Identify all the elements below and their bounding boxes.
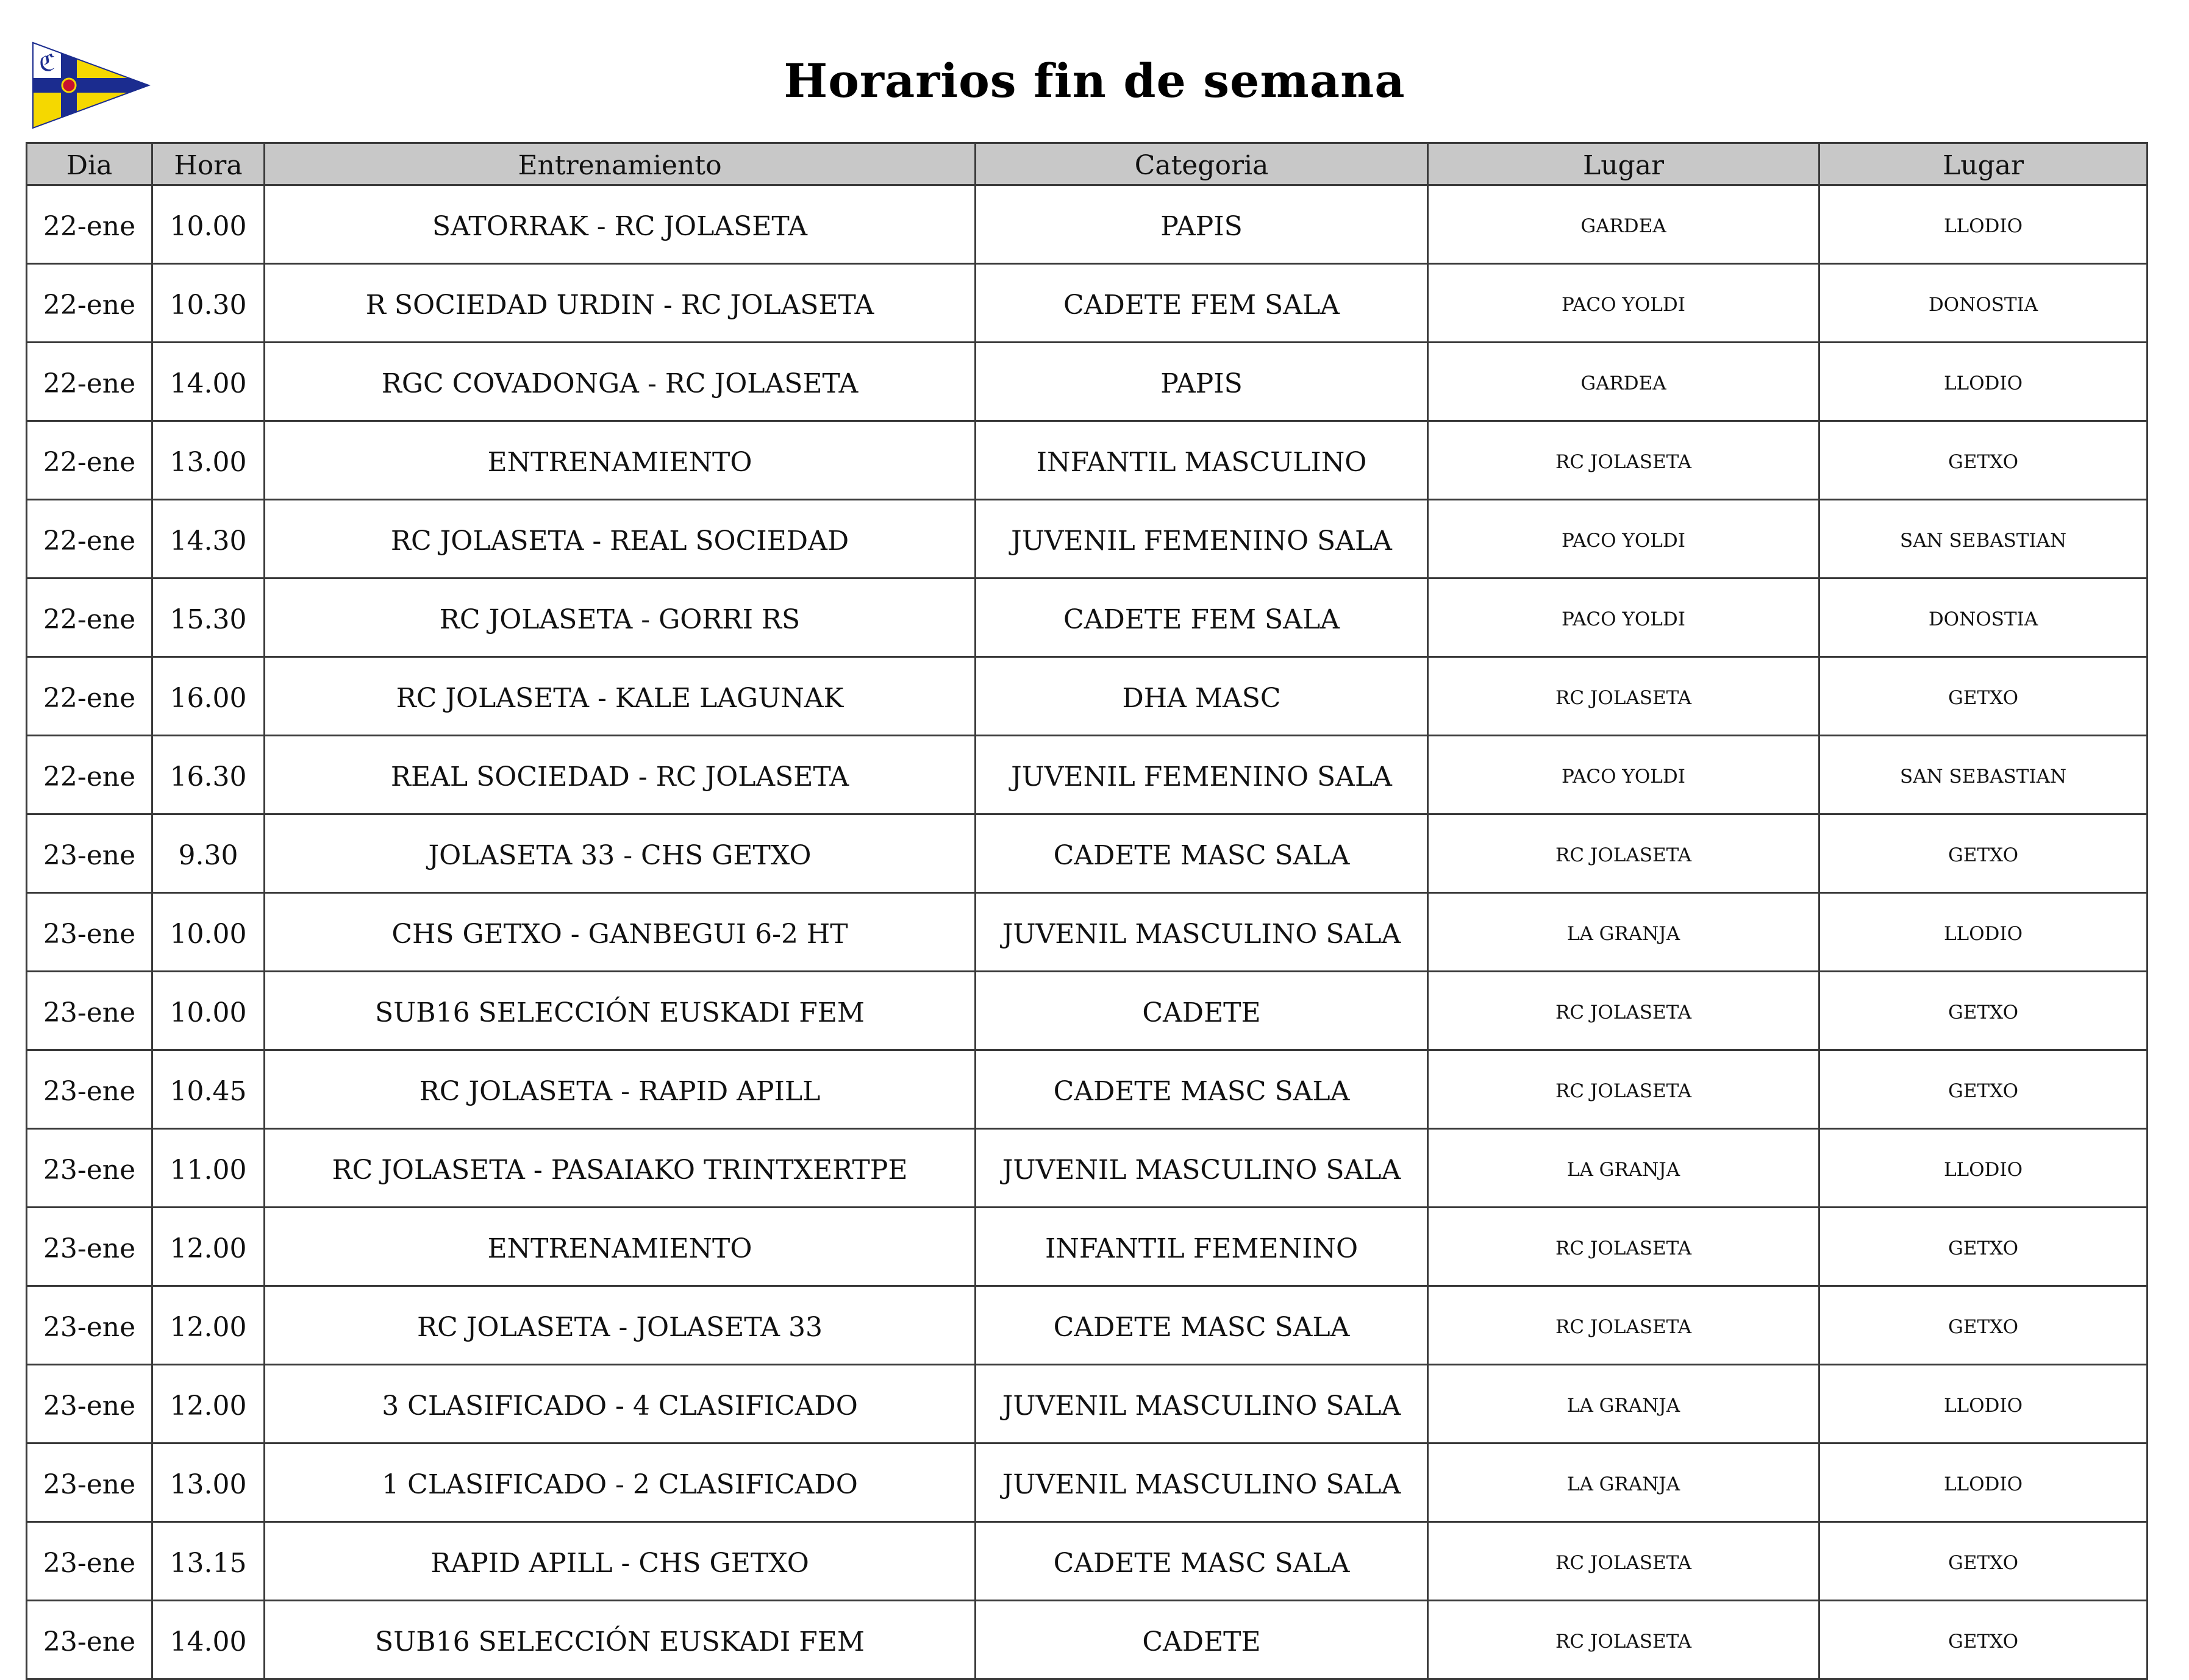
cell-lugar-city: GETXO bbox=[1819, 657, 2148, 736]
table-row bbox=[27, 1208, 2148, 1286]
cell-lugar-city: LLODIO bbox=[1819, 1129, 2148, 1208]
cell-entrenamiento: SUB16 SELECCIÓN EUSKADI FEM bbox=[265, 972, 976, 1050]
cell-dia: 22-ene bbox=[27, 657, 152, 736]
cell-lugar-city: DONOSTIA bbox=[1819, 264, 2148, 343]
cell-categoria: JUVENIL MASCULINO SALA bbox=[976, 1129, 1428, 1208]
table-row bbox=[27, 578, 2148, 657]
cell-dia: 23-ene bbox=[27, 1208, 152, 1286]
cell-categoria: INFANTIL MASCULINO bbox=[976, 421, 1428, 500]
cell-hora: 13.00 bbox=[152, 1443, 265, 1522]
cell-entrenamiento: JOLASETA 33 - CHS GETXO bbox=[265, 814, 976, 893]
cell-categoria: PAPIS bbox=[976, 343, 1428, 421]
table-row bbox=[27, 185, 2148, 264]
cell-entrenamiento: RC JOLASETA - JOLASETA 33 bbox=[265, 1286, 976, 1365]
table-row bbox=[27, 264, 2148, 343]
cell-dia: 22-ene bbox=[27, 736, 152, 814]
cell-lugar-city: SAN SEBASTIAN bbox=[1819, 736, 2148, 814]
cell-categoria: JUVENIL MASCULINO SALA bbox=[976, 1443, 1428, 1522]
cell-lugar: RC JOLASETA bbox=[1428, 1208, 1819, 1286]
cell-lugar: LA GRANJA bbox=[1428, 893, 1819, 972]
cell-hora: 16.30 bbox=[152, 736, 265, 814]
cell-entrenamiento: ENTRENAMIENTO bbox=[265, 1208, 976, 1286]
cell-hora: 10.00 bbox=[152, 185, 265, 264]
cell-dia: 23-ene bbox=[27, 1443, 152, 1522]
cell-entrenamiento: RC JOLASETA - RAPID APILL bbox=[265, 1050, 976, 1129]
table-row bbox=[27, 421, 2148, 500]
table-row bbox=[27, 1601, 2148, 1679]
cell-dia: 22-ene bbox=[27, 343, 152, 421]
cell-lugar: GARDEA bbox=[1428, 185, 1819, 264]
cell-lugar-city: GETXO bbox=[1819, 1050, 2148, 1129]
cell-lugar-city: GETXO bbox=[1819, 1522, 2148, 1601]
cell-hora: 11.00 bbox=[152, 1129, 265, 1208]
cell-entrenamiento: RC JOLASETA - PASAIAKO TRINTXERTPE bbox=[265, 1129, 976, 1208]
cell-lugar-city: LLODIO bbox=[1819, 185, 2148, 264]
table-row bbox=[27, 893, 2148, 972]
table-row bbox=[27, 343, 2148, 421]
cell-categoria: CADETE bbox=[976, 1601, 1428, 1679]
cell-entrenamiento: RAPID APILL - CHS GETXO bbox=[265, 1522, 976, 1601]
cell-categoria: CADETE MASC SALA bbox=[976, 1050, 1428, 1129]
cell-lugar: PACO YOLDI bbox=[1428, 578, 1819, 657]
cell-lugar: GARDEA bbox=[1428, 343, 1819, 421]
cell-lugar: PACO YOLDI bbox=[1428, 736, 1819, 814]
table-row bbox=[27, 1129, 2148, 1208]
cell-categoria: INFANTIL FEMENINO bbox=[976, 1208, 1428, 1286]
cell-entrenamiento: R SOCIEDAD URDIN - RC JOLASETA bbox=[265, 264, 976, 343]
schedule-table bbox=[26, 142, 2148, 1680]
cell-lugar: RC JOLASETA bbox=[1428, 1522, 1819, 1601]
cell-categoria: CADETE MASC SALA bbox=[976, 814, 1428, 893]
cell-lugar: RC JOLASETA bbox=[1428, 1286, 1819, 1365]
cell-lugar-city: GETXO bbox=[1819, 972, 2148, 1050]
cell-lugar-city: SAN SEBASTIAN bbox=[1819, 500, 2148, 578]
cell-categoria: CADETE bbox=[976, 972, 1428, 1050]
cell-entrenamiento: ENTRENAMIENTO bbox=[265, 421, 976, 500]
table-row bbox=[27, 814, 2148, 893]
cell-categoria: CADETE MASC SALA bbox=[976, 1286, 1428, 1365]
cell-hora: 12.00 bbox=[152, 1365, 265, 1443]
table-row bbox=[27, 1443, 2148, 1522]
cell-lugar: RC JOLASETA bbox=[1428, 1601, 1819, 1679]
table-row bbox=[27, 736, 2148, 814]
table-header-row bbox=[27, 143, 2148, 185]
cell-hora: 12.00 bbox=[152, 1286, 265, 1365]
cell-hora: 12.00 bbox=[152, 1208, 265, 1286]
cell-entrenamiento: RC JOLASETA - GORRI RS bbox=[265, 578, 976, 657]
cell-dia: 23-ene bbox=[27, 1365, 152, 1443]
cell-categoria: DHA MASC bbox=[976, 657, 1428, 736]
cell-lugar-city: DONOSTIA bbox=[1819, 578, 2148, 657]
table-row bbox=[27, 972, 2148, 1050]
cell-lugar-city: LLODIO bbox=[1819, 343, 2148, 421]
cell-lugar: PACO YOLDI bbox=[1428, 264, 1819, 343]
cell-categoria: PAPIS bbox=[976, 185, 1428, 264]
column-header-dia: Dia bbox=[27, 143, 152, 185]
cell-entrenamiento: SATORRAK - RC JOLASETA bbox=[265, 185, 976, 264]
cell-dia: 22-ene bbox=[27, 578, 152, 657]
cell-lugar: PACO YOLDI bbox=[1428, 500, 1819, 578]
cell-dia: 22-ene bbox=[27, 264, 152, 343]
cell-lugar-city: GETXO bbox=[1819, 1286, 2148, 1365]
cell-hora: 14.00 bbox=[152, 1601, 265, 1679]
cell-dia: 23-ene bbox=[27, 1129, 152, 1208]
cell-categoria: JUVENIL MASCULINO SALA bbox=[976, 893, 1428, 972]
cell-entrenamiento: 1 CLASIFICADO - 2 CLASIFICADO bbox=[265, 1443, 976, 1522]
cell-hora: 10.00 bbox=[152, 893, 265, 972]
cell-lugar-city: GETXO bbox=[1819, 814, 2148, 893]
cell-lugar-city: GETXO bbox=[1819, 421, 2148, 500]
cell-categoria: CADETE MASC SALA bbox=[976, 1522, 1428, 1601]
svg-text:ℭ: ℭ bbox=[39, 49, 55, 76]
column-header-lugar: Lugar bbox=[1428, 143, 1819, 185]
cell-categoria: JUVENIL MASCULINO SALA bbox=[976, 1365, 1428, 1443]
cell-lugar-city: GETXO bbox=[1819, 1601, 2148, 1679]
cell-hora: 9.30 bbox=[152, 814, 265, 893]
cell-hora: 14.00 bbox=[152, 343, 265, 421]
cell-dia: 23-ene bbox=[27, 972, 152, 1050]
cell-dia: 22-ene bbox=[27, 421, 152, 500]
cell-lugar-city: LLODIO bbox=[1819, 893, 2148, 972]
cell-lugar: RC JOLASETA bbox=[1428, 421, 1819, 500]
cell-lugar-city: LLODIO bbox=[1819, 1443, 2148, 1522]
cell-lugar: LA GRANJA bbox=[1428, 1443, 1819, 1522]
cell-lugar: RC JOLASETA bbox=[1428, 814, 1819, 893]
cell-entrenamiento: RGC COVADONGA - RC JOLASETA bbox=[265, 343, 976, 421]
cell-categoria: JUVENIL FEMENINO SALA bbox=[976, 736, 1428, 814]
cell-dia: 23-ene bbox=[27, 1601, 152, 1679]
table-row bbox=[27, 1522, 2148, 1601]
cell-entrenamiento: CHS GETXO - GANBEGUI 6-2 HT bbox=[265, 893, 976, 972]
cell-hora: 14.30 bbox=[152, 500, 265, 578]
cell-hora: 13.15 bbox=[152, 1522, 265, 1601]
table-row bbox=[27, 1365, 2148, 1443]
cell-entrenamiento: 3 CLASIFICADO - 4 CLASIFICADO bbox=[265, 1365, 976, 1443]
cell-entrenamiento: RC JOLASETA - REAL SOCIEDAD bbox=[265, 500, 976, 578]
cell-lugar: RC JOLASETA bbox=[1428, 1050, 1819, 1129]
cell-lugar: RC JOLASETA bbox=[1428, 972, 1819, 1050]
cell-entrenamiento: RC JOLASETA - KALE LAGUNAK bbox=[265, 657, 976, 736]
cell-dia: 23-ene bbox=[27, 1286, 152, 1365]
column-header-categoria: Categoria bbox=[976, 143, 1428, 185]
table-row bbox=[27, 1286, 2148, 1365]
column-header-entrenamiento: Entrenamiento bbox=[265, 143, 976, 185]
page-title: Horarios fin de semana bbox=[784, 54, 1405, 108]
cell-dia: 22-ene bbox=[27, 500, 152, 578]
cell-lugar: LA GRANJA bbox=[1428, 1365, 1819, 1443]
cell-entrenamiento: REAL SOCIEDAD - RC JOLASETA bbox=[265, 736, 976, 814]
cell-dia: 23-ene bbox=[27, 1522, 152, 1601]
cell-hora: 10.30 bbox=[152, 264, 265, 343]
cell-dia: 23-ene bbox=[27, 893, 152, 972]
column-header-hora: Hora bbox=[152, 143, 265, 185]
cell-categoria: CADETE FEM SALA bbox=[976, 578, 1428, 657]
cell-categoria: CADETE FEM SALA bbox=[976, 264, 1428, 343]
cell-hora: 10.00 bbox=[152, 972, 265, 1050]
cell-dia: 23-ene bbox=[27, 1050, 152, 1129]
column-header-lugar-city: Lugar bbox=[1819, 143, 2148, 185]
cell-hora: 10.45 bbox=[152, 1050, 265, 1129]
table-row bbox=[27, 657, 2148, 736]
table-row bbox=[27, 500, 2148, 578]
table-row bbox=[27, 1050, 2148, 1129]
cell-lugar: LA GRANJA bbox=[1428, 1129, 1819, 1208]
cell-lugar-city: LLODIO bbox=[1819, 1365, 2148, 1443]
cell-dia: 22-ene bbox=[27, 185, 152, 264]
schedule-body bbox=[27, 185, 2148, 1679]
cell-lugar-city: GETXO bbox=[1819, 1208, 2148, 1286]
cell-entrenamiento: SUB16 SELECCIÓN EUSKADI FEM bbox=[265, 1601, 976, 1679]
cell-dia: 23-ene bbox=[27, 814, 152, 893]
cell-lugar: RC JOLASETA bbox=[1428, 657, 1819, 736]
cell-categoria: JUVENIL FEMENINO SALA bbox=[976, 500, 1428, 578]
cell-hora: 15.30 bbox=[152, 578, 265, 657]
cell-hora: 16.00 bbox=[152, 657, 265, 736]
cell-hora: 13.00 bbox=[152, 421, 265, 500]
